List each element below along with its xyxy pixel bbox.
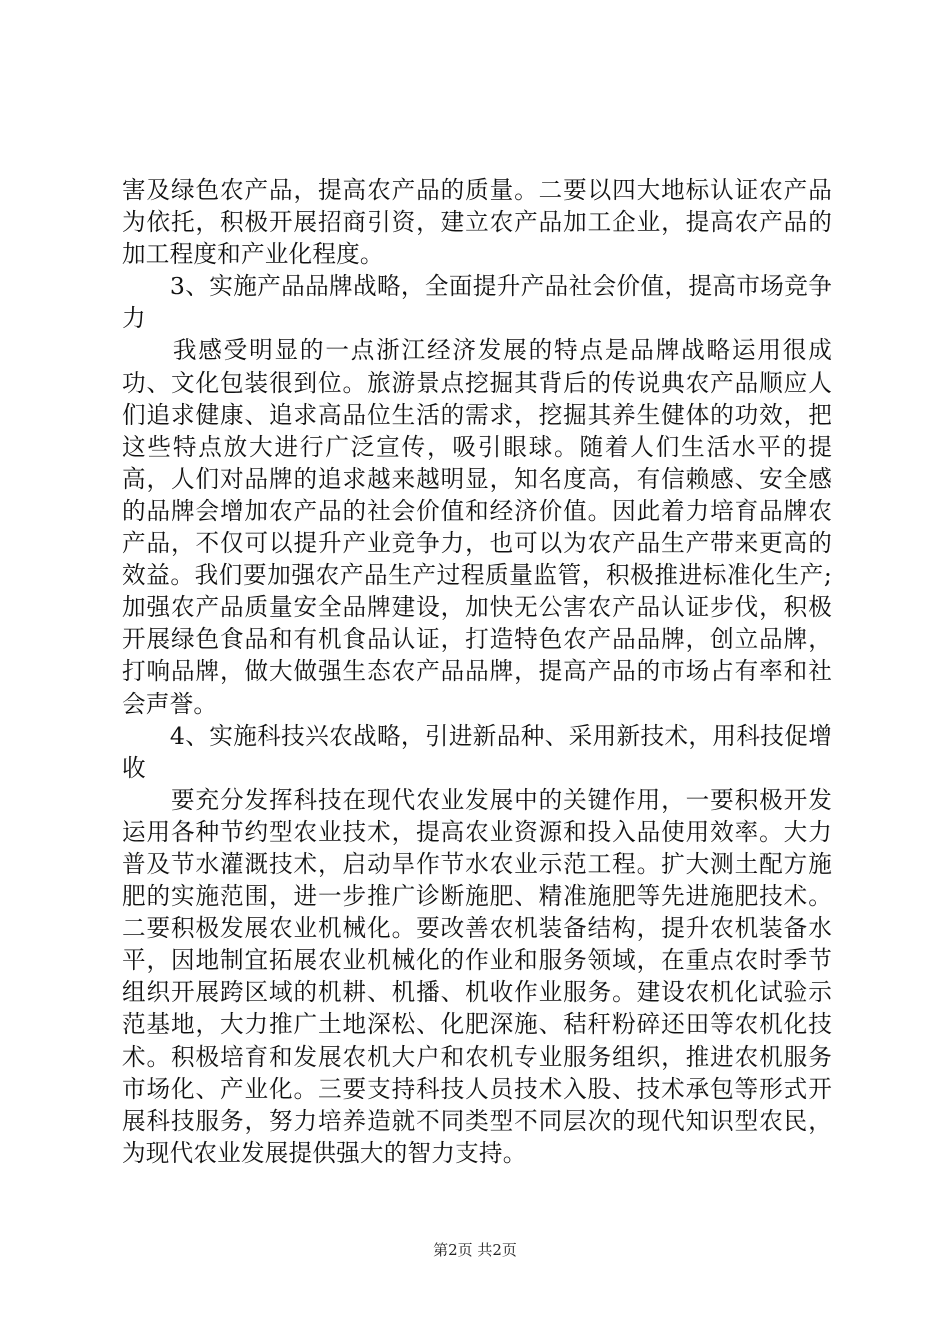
paragraph-brand-strategy: 我感受明显的一点浙江经济发展的特点是品牌战略运用很成功、文化包装很到位。旅游景点挖掘其背后的传说典农产品顺应人们追求健康、追求高品位生活的需求，挖掘其养生健体的功效，把这些特点放大进行广泛宣传，吸引眼球。随着人们生活水平的提高，人们对品牌的追求越来越明显，知名度高，有信赖感、安全感的品牌会增加农产品的社会价值和经济价值。因此着力培育品牌农产品，不仅可以提升产业竞争力，也可以为农产品生产带来更高的效益。我们要加强农产品生产过程质量监管，积极推进标准化生产;加强农产品质量安全品牌建设，加快无公害农产品认证步伐，积极开展绿色食品和有机食品认证，打造特色农产品品牌，创立品牌，打响品牌，做大做强生态农产品品牌，提高产品的市场占有率和社会声誉。: [122, 336, 832, 718]
paragraph-technology-strategy: 要充分发挥科技在现代农业发展中的关键作用，一要积极开发运用各种节约型农业技术，提高农业资源和投入品使用效率。大力普及节水灌溉技术，启动旱作节水农业示范工程。扩大测土配方施肥的实施范围，进一步推广诊断施肥、精准施肥等先进施肥技术。二要积极发展农业机械化。要改善农机装备结构，提升农机装备水平，因地制宜拓展农业机械化的作业和服务领域，在重点农时季节组织开展跨区域的机耕、机播、机收作业服务。建设农机化试验示范基地，大力推广土地深松、化肥深施、秸秆粉碎还田等农机化技术。积极培育和发展农机大户和农机专业服务组织，推进农机服务市场化、产业化。三要支持科技人员技术入股、技术承包等形式开展科技服务，努力培养造就不同类型不同层次的现代知识型农民，为现代农业发展提供强大的智力支持。: [122, 785, 832, 1167]
document-body: [122, 174, 832, 1169]
page-number-footer: 第2页 共2页: [433, 1241, 517, 1259]
section-heading-4: 4、实施科技兴农战略，引进新品种、采用新技术，用科技促增收: [122, 721, 832, 782]
paragraph-continuation: 害及绿色农产品，提高农产品的质量。二要以四大地标认证农产品为依托，积极开展招商引资，建立农产品加工企业，提高农产品的加工程度和产业化程度。: [122, 176, 832, 269]
section-heading-3: 3、实施产品品牌战略，全面提升产品社会价值，提高市场竞争力: [122, 272, 832, 333]
